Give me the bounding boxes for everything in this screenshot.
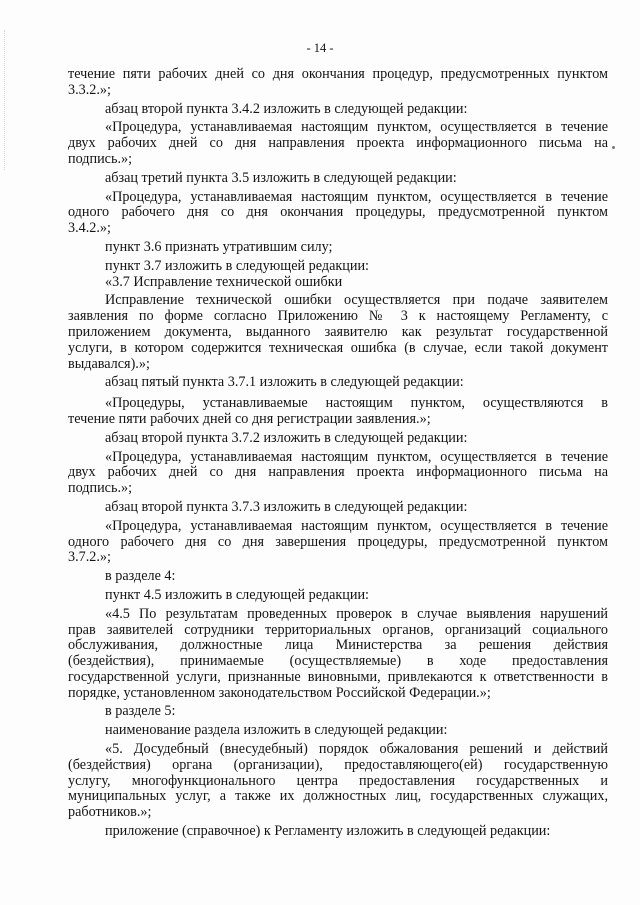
text-line: подпись.»; <box>68 480 133 497</box>
text-line: течение пяти рабочих дней со дня регистрации заявления.»; <box>68 410 431 427</box>
text-line: прав заявителей сотрудники территориальных органов, организаций социального <box>68 621 608 638</box>
text-line: абзац пятый пункта 3.7.1 изложить в следующей редакции: <box>105 374 464 391</box>
text-line: услуги, в котором содержится техническая ошибка (в случае, если такой документ <box>68 339 608 356</box>
text-line: приложением документа, выданного заявителю как результат государственной <box>68 323 608 340</box>
text-line: Исправление технической ошибки осуществляется при подаче заявителем <box>105 292 608 309</box>
document-body <box>68 67 608 840</box>
text-line: абзац второй пункта 3.7.2 изложить в следующей редакции: <box>105 429 468 446</box>
text-line: 3.4.2.»; <box>68 220 111 237</box>
text-line: (бездействия) органа (организации), предоставляющего(ей) государственную <box>68 756 608 773</box>
text-line: обслуживания, должностные лица Министерства за решения действия <box>68 637 608 654</box>
text-line: одного рабочего дня со дня окончания процедуры, предусмотренной пунктом <box>68 204 608 221</box>
text-line: «3.7 Исправление технической ошибки <box>105 273 343 290</box>
text-line: 3.7.2.»; <box>68 549 111 566</box>
scan-speck <box>612 146 615 149</box>
text-line: заявления по форме согласно Приложению № 3 к настоящему Регламенту, с <box>68 308 608 325</box>
text-line: (бездействия), принимаемые (осуществляемые) в ходе предоставления <box>68 653 608 670</box>
text-line: пункт 4.5 изложить в следующей редакции: <box>105 586 369 603</box>
text-line: в разделе 5: <box>105 703 176 720</box>
text-line: «Процедура, устанавливаемая настоящим пунктом, осуществляется в течение <box>105 188 608 205</box>
text-line: «Процедура, устанавливаемая настоящим пунктом, осуществляется в течение <box>105 119 608 136</box>
text-line: наименование раздела изложить в следующей редакции: <box>105 722 448 739</box>
text-line: пункт 3.6 признать утратившим силу; <box>105 238 333 255</box>
text-line: пункт 3.7 изложить в следующей редакции: <box>105 257 369 274</box>
text-line: работников.»; <box>68 804 152 821</box>
text-line: приложение (справочное) к Регламенту изложить в следующей редакции: <box>105 823 551 840</box>
text-line: одного рабочего дня со дня завершения процедуры, предусмотренной пунктом <box>68 533 608 550</box>
text-line: течение пяти рабочих дней со дня окончания процедур, предусмотренных пунктом <box>68 66 608 82</box>
text-line: двух рабочих дней со дня направления проекта информационного письма на <box>68 135 608 152</box>
text-line: муниципальных услуг, а также их должностных лиц, государственных служащих, <box>68 788 608 805</box>
text-line: двух рабочих дней со дня направления проекта информационного письма на <box>68 464 608 481</box>
text-line: «Процедуры, устанавливаемые настоящим пунктом, осуществляются в <box>105 395 608 412</box>
text-line: «5. Досудебный (внесудебный) порядок обжалования решений и действий <box>105 741 608 758</box>
text-line: подпись.»; <box>68 150 133 167</box>
text-line: «4.5 По результатам проведенных проверок в случае выявления нарушений <box>105 605 608 622</box>
text-line: абзац второй пункта 3.4.2 изложить в следующей редакции: <box>105 100 468 117</box>
page-number: - 14 - <box>306 41 334 55</box>
text-line: абзац третий пункта 3.5 изложить в следующей редакции: <box>105 169 457 186</box>
text-line: «Процедура, устанавливаемая настоящим пунктом, осуществляется в течение <box>105 517 608 534</box>
text-line: 3.3.2.»; <box>68 81 111 98</box>
text-line: государственной услуги, признанные виновными, привлекаются к ответственности в <box>68 668 608 685</box>
text-line: выдавался).»; <box>68 355 150 372</box>
text-line: услугу, многофункционального центра предоставления государственных и <box>68 772 608 789</box>
text-line: порядке, установленном законодательством Российской Федерации.»; <box>68 684 491 701</box>
text-line: «Процедура, устанавливаемая настоящим пунктом, осуществляется в течение <box>105 448 608 465</box>
text-line: абзац второй пункта 3.7.3 изложить в следующей редакции: <box>105 498 468 515</box>
text-line: в разделе 4: <box>105 568 176 585</box>
